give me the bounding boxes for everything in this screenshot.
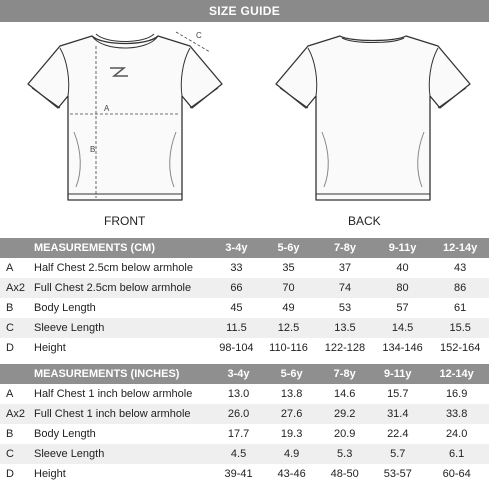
table-cell: 6.1 [424, 444, 489, 464]
table-cell: 48-50 [318, 464, 371, 484]
marker-b: B [90, 145, 96, 154]
size-header: 7-8y [316, 238, 374, 258]
measurements-inches-table [0, 364, 489, 484]
size-header: 3-4y [212, 238, 261, 258]
table-cell: 12.5 [261, 318, 316, 338]
table-cell: 5.7 [371, 444, 424, 464]
table-row [0, 444, 489, 464]
row-code: Ax2 [0, 278, 34, 298]
table-cell: 5.3 [318, 444, 371, 464]
table-cell: 122-128 [316, 338, 374, 358]
size-header: 12-14y [431, 238, 489, 258]
table-cell: 13.5 [316, 318, 374, 338]
tshirt-diagrams [0, 22, 489, 234]
table-cell: 134-146 [374, 338, 432, 358]
measurements-cm-table [0, 238, 489, 358]
table-cell: 66 [212, 278, 261, 298]
table-row [0, 464, 489, 484]
table-cell: 33 [212, 258, 261, 278]
table-cell: 16.9 [424, 384, 489, 404]
cm-table-header-row [0, 238, 489, 258]
table-cell: 70 [261, 278, 316, 298]
table-cell: 13.8 [265, 384, 318, 404]
row-code: D [0, 464, 34, 484]
front-tshirt-illustration [10, 22, 240, 212]
table-cell: 39-41 [212, 464, 265, 484]
row-label: Half Chest 2.5cm below armhole [34, 258, 212, 278]
row-label: Height [34, 338, 212, 358]
row-code: A [0, 384, 34, 404]
table-row [0, 298, 489, 318]
table-cell: 80 [374, 278, 432, 298]
table-cell: 15.5 [431, 318, 489, 338]
header-title: SIZE GUIDE [208, 4, 280, 18]
size-header: 12-14y [424, 364, 489, 384]
table-cell: 98-104 [212, 338, 261, 358]
row-label: Body Length [34, 298, 212, 318]
table-cell: 27.6 [265, 404, 318, 424]
row-code: C [0, 318, 34, 338]
table-cell: 43 [431, 258, 489, 278]
row-label: Sleeve Length [34, 318, 212, 338]
size-header: 7-8y [318, 364, 371, 384]
inch-table-heading: MEASUREMENTS (INCHES) [34, 364, 212, 384]
table-cell: 43-46 [265, 464, 318, 484]
size-header: 5-6y [261, 238, 316, 258]
row-code: B [0, 298, 34, 318]
size-header: 9-11y [371, 364, 424, 384]
table-cell: 60-64 [424, 464, 489, 484]
table-cell: 4.5 [212, 444, 265, 464]
table-cell: 86 [431, 278, 489, 298]
table-cell: 4.9 [265, 444, 318, 464]
row-label: Full Chest 1 inch below armhole [34, 404, 212, 424]
size-header: 3-4y [212, 364, 265, 384]
size-header: 9-11y [374, 238, 432, 258]
row-label: Body Length [34, 424, 212, 444]
table-cell: 13.0 [212, 384, 265, 404]
table-cell: 152-164 [431, 338, 489, 358]
table-cell: 20.9 [318, 424, 371, 444]
table-cell: 45 [212, 298, 261, 318]
front-label: FRONT [104, 214, 146, 228]
table-row [0, 404, 489, 424]
table-cell: 31.4 [371, 404, 424, 424]
table-cell: 53-57 [371, 464, 424, 484]
table-cell: 15.7 [371, 384, 424, 404]
table-cell: 53 [316, 298, 374, 318]
table-cell: 33.8 [424, 404, 489, 424]
back-label: BACK [348, 214, 381, 228]
table-cell: 61 [431, 298, 489, 318]
table-row [0, 318, 489, 338]
table-cell: 19.3 [265, 424, 318, 444]
size-header: 5-6y [265, 364, 318, 384]
row-code: D [0, 338, 34, 358]
inch-table-header-row [0, 364, 489, 384]
row-label: Full Chest 2.5cm below armhole [34, 278, 212, 298]
table-cell: 40 [374, 258, 432, 278]
table-cell: 49 [261, 298, 316, 318]
cm-table-heading: MEASUREMENTS (CM) [34, 238, 212, 258]
row-code: Ax2 [0, 404, 34, 424]
table-row [0, 338, 489, 358]
row-label: Height [34, 464, 212, 484]
table-cell: 11.5 [212, 318, 261, 338]
back-tshirt-illustration [258, 22, 488, 212]
size-guide-header [0, 0, 489, 22]
table-cell: 29.2 [318, 404, 371, 424]
marker-c: C [196, 31, 202, 40]
table-cell: 110-116 [261, 338, 316, 358]
table-cell: 14.6 [318, 384, 371, 404]
row-code: A [0, 258, 34, 278]
table-cell: 37 [316, 258, 374, 278]
table-cell: 24.0 [424, 424, 489, 444]
table-cell: 22.4 [371, 424, 424, 444]
table-row [0, 278, 489, 298]
table-cell: 57 [374, 298, 432, 318]
row-code: C [0, 444, 34, 464]
table-row [0, 384, 489, 404]
table-cell: 26.0 [212, 404, 265, 424]
row-label: Half Chest 1 inch below armhole [34, 384, 212, 404]
table-cell: 74 [316, 278, 374, 298]
table-row [0, 258, 489, 278]
table-cell: 17.7 [212, 424, 265, 444]
table-cell: 35 [261, 258, 316, 278]
row-label: Sleeve Length [34, 444, 212, 464]
row-code: B [0, 424, 34, 444]
marker-a: A [104, 104, 110, 113]
table-row [0, 424, 489, 444]
table-cell: 14.5 [374, 318, 432, 338]
